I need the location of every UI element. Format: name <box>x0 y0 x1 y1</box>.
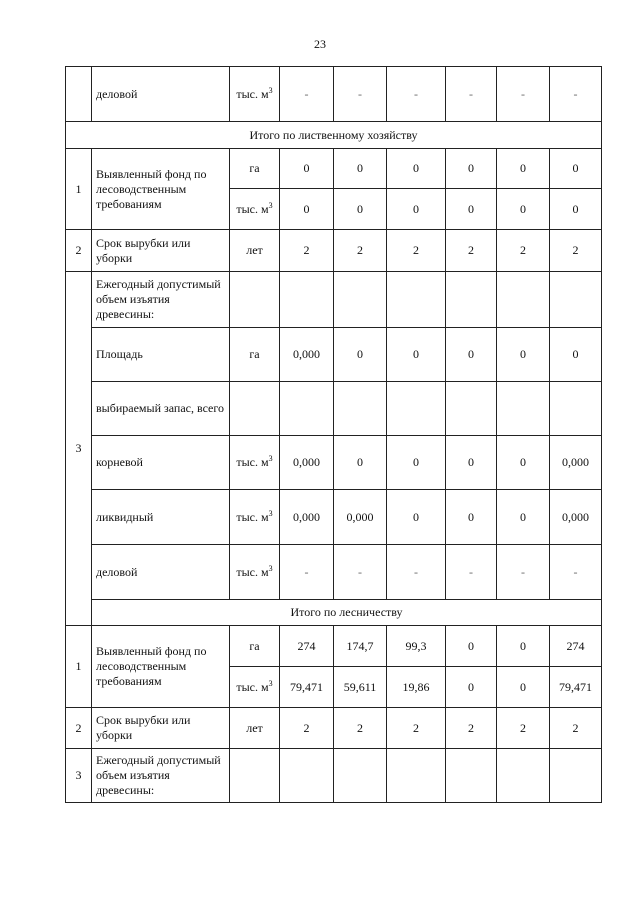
row-number: 1 <box>66 149 92 230</box>
value-cell: 0 <box>280 189 334 230</box>
row-label: Ежегодный допустимый объем изъятия древесины: <box>92 272 230 328</box>
value-cell <box>334 272 387 328</box>
value-cell <box>497 382 550 436</box>
value-cell: - <box>387 67 446 122</box>
value-cell: 2 <box>334 230 387 272</box>
value-cell: 2 <box>280 708 334 749</box>
value-cell: 0 <box>334 149 387 189</box>
table-row <box>66 382 602 436</box>
value-cell: 99,3 <box>387 626 446 667</box>
row-number: 2 <box>66 230 92 272</box>
unit-cell: лет <box>230 230 280 272</box>
value-cell: 0 <box>334 328 387 382</box>
value-cell: - <box>280 545 334 600</box>
table-row <box>66 149 602 189</box>
value-cell: - <box>446 545 497 600</box>
unit-cell: лет <box>230 708 280 749</box>
unit-cell: тыс. $м^3$ <box>230 667 280 708</box>
value-cell: 0 <box>387 436 446 490</box>
value-cell: 0 <box>387 490 446 545</box>
value-cell: 2 <box>334 708 387 749</box>
unit-cell: тыс. $м^3$ <box>230 490 280 545</box>
value-cell: 59,611 <box>334 667 387 708</box>
value-cell: 0 <box>446 436 497 490</box>
value-cell: 0 <box>497 667 550 708</box>
value-cell: 0 <box>446 149 497 189</box>
value-cell <box>446 749 497 803</box>
value-cell: 2 <box>387 230 446 272</box>
value-cell <box>550 382 602 436</box>
value-cell: 0 <box>550 189 602 230</box>
section-title: Итого по лесничеству <box>92 600 602 626</box>
row-label: Срок вырубки или уборки <box>92 708 230 749</box>
value-cell: 19,86 <box>387 667 446 708</box>
value-cell: - <box>497 67 550 122</box>
section-title: Итого по лиственному хозяйству <box>66 122 602 149</box>
table-row <box>66 230 602 272</box>
value-cell: 2 <box>446 230 497 272</box>
value-cell: - <box>550 545 602 600</box>
value-cell: 0 <box>387 149 446 189</box>
value-cell: 2 <box>550 708 602 749</box>
row-label: Ежегодный допустимый объем изъятия древесины: <box>92 749 230 803</box>
page-number: 23 <box>314 37 326 51</box>
value-cell: 0 <box>387 328 446 382</box>
value-cell: 0 <box>497 189 550 230</box>
value-cell: 0 <box>497 149 550 189</box>
unit-cell <box>230 382 280 436</box>
table-row <box>66 436 602 490</box>
value-cell: 0 <box>446 490 497 545</box>
value-cell: 0 <box>334 436 387 490</box>
value-cell: - <box>334 67 387 122</box>
table-row <box>66 708 602 749</box>
value-cell: 2 <box>497 230 550 272</box>
value-cell <box>497 749 550 803</box>
section-header-row <box>66 122 602 149</box>
table-row <box>66 328 602 382</box>
row-number: 3 <box>66 749 92 803</box>
row-label: Выявленный фонд по лесоводственным требованиям <box>92 149 230 230</box>
row-label: Срок вырубки или уборки <box>92 230 230 272</box>
value-cell <box>550 272 602 328</box>
value-cell: - <box>497 545 550 600</box>
value-cell: 0 <box>497 626 550 667</box>
value-cell: 0 <box>280 149 334 189</box>
value-cell <box>497 272 550 328</box>
forest-fund-table <box>65 66 602 803</box>
value-cell: 79,471 <box>280 667 334 708</box>
value-cell: 0 <box>497 436 550 490</box>
section-header-row <box>66 600 602 626</box>
value-cell: - <box>334 545 387 600</box>
value-cell <box>280 272 334 328</box>
value-cell: 0,000 <box>280 328 334 382</box>
unit-cell: га <box>230 149 280 189</box>
table-row <box>66 626 602 667</box>
value-cell: 0,000 <box>550 490 602 545</box>
unit-cell: тыс. $м^3$ <box>230 436 280 490</box>
table-row <box>66 67 602 122</box>
value-cell: 274 <box>550 626 602 667</box>
row-label: деловой <box>92 67 230 122</box>
value-cell: 174,7 <box>334 626 387 667</box>
value-cell <box>387 272 446 328</box>
row-label: корневой <box>92 436 230 490</box>
unit-cell: га <box>230 626 280 667</box>
value-cell: 0 <box>497 328 550 382</box>
value-cell: 0,000 <box>280 490 334 545</box>
table-row <box>66 272 602 328</box>
value-cell <box>387 382 446 436</box>
value-cell: 2 <box>446 708 497 749</box>
value-cell: 0,000 <box>334 490 387 545</box>
unit-cell: га <box>230 328 280 382</box>
value-cell <box>334 749 387 803</box>
value-cell <box>446 382 497 436</box>
value-cell: 0 <box>550 149 602 189</box>
value-cell: 2 <box>387 708 446 749</box>
value-cell <box>550 749 602 803</box>
value-cell: 2 <box>280 230 334 272</box>
row-label: деловой <box>92 545 230 600</box>
value-cell: 0,000 <box>280 436 334 490</box>
value-cell <box>280 382 334 436</box>
value-cell <box>280 749 334 803</box>
row-number: 3 <box>66 272 92 626</box>
value-cell: 0 <box>550 328 602 382</box>
value-cell: 0 <box>334 189 387 230</box>
unit-cell: тыс. $м^3$ <box>230 67 280 122</box>
row-label: Площадь <box>92 328 230 382</box>
row-number: 1 <box>66 626 92 708</box>
value-cell <box>387 749 446 803</box>
value-cell: 79,471 <box>550 667 602 708</box>
value-cell <box>334 382 387 436</box>
row-label: Выявленный фонд по лесоводственным требованиям <box>92 626 230 708</box>
row-number <box>66 67 92 122</box>
value-cell: 0 <box>497 490 550 545</box>
unit-cell <box>230 272 280 328</box>
value-cell: 0 <box>446 189 497 230</box>
value-cell: 274 <box>280 626 334 667</box>
table-row <box>66 545 602 600</box>
value-cell <box>446 272 497 328</box>
unit-cell: тыс. $м^3$ <box>230 189 280 230</box>
value-cell: - <box>280 67 334 122</box>
value-cell: - <box>550 67 602 122</box>
value-cell: - <box>387 545 446 600</box>
table-row <box>66 749 602 803</box>
table-row <box>66 490 602 545</box>
row-label: ликвидный <box>92 490 230 545</box>
unit-cell: тыс. $м^3$ <box>230 545 280 600</box>
value-cell: 0 <box>446 667 497 708</box>
row-number: 2 <box>66 708 92 749</box>
value-cell: 2 <box>497 708 550 749</box>
value-cell: 0,000 <box>550 436 602 490</box>
row-label: выбираемый запас, всего <box>92 382 230 436</box>
value-cell: 0 <box>446 328 497 382</box>
value-cell: 0 <box>387 189 446 230</box>
value-cell: - <box>446 67 497 122</box>
unit-cell <box>230 749 280 803</box>
value-cell: 2 <box>550 230 602 272</box>
value-cell: 0 <box>446 626 497 667</box>
